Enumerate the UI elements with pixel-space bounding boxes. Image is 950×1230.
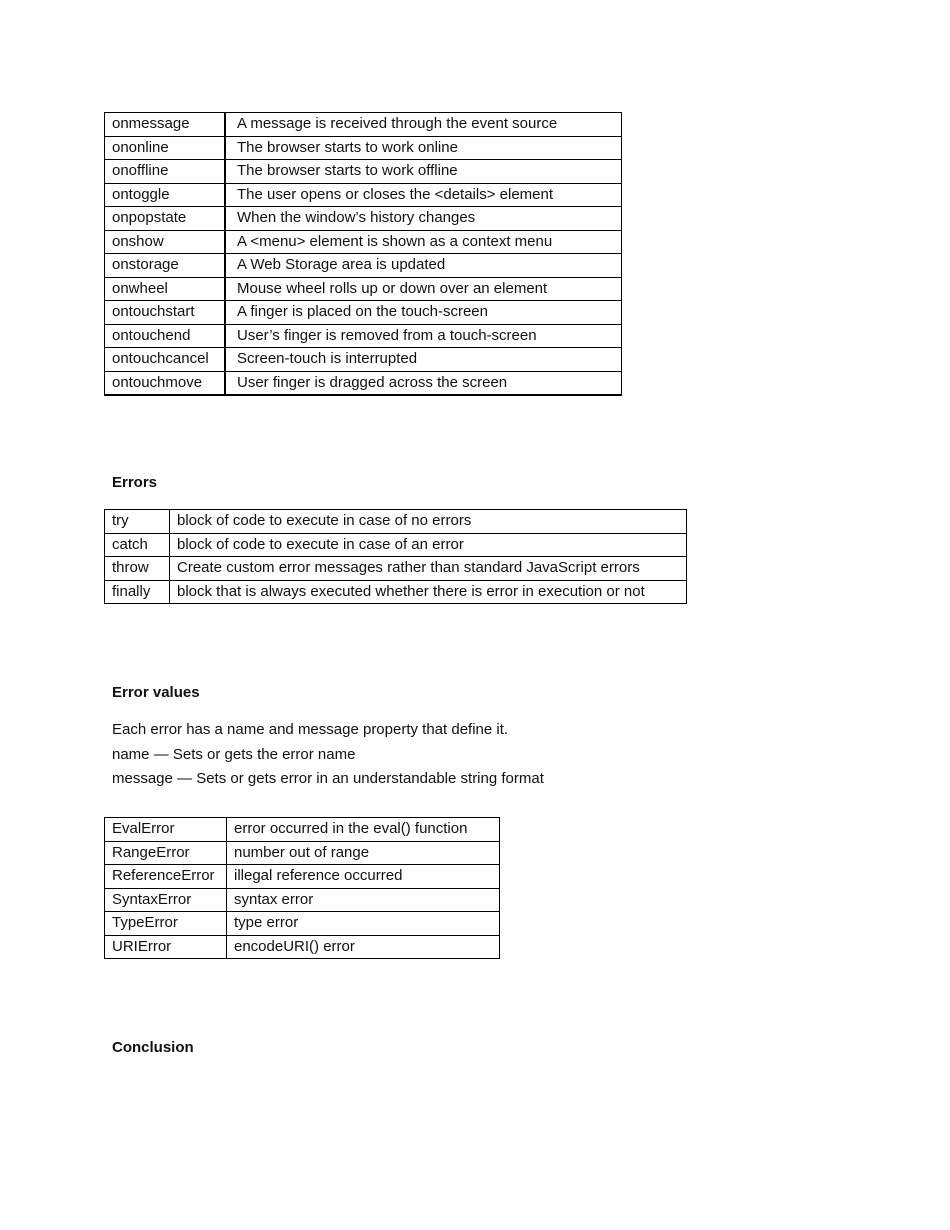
- table-row: [105, 230, 622, 254]
- error-type-description: number out of range: [227, 841, 500, 865]
- paragraph-line: message — Sets or gets error in an understandable string format: [112, 770, 544, 787]
- table-row: [105, 935, 500, 959]
- event-name: onshow: [105, 230, 226, 254]
- error-type-name: TypeError: [105, 912, 227, 936]
- paragraph-line: name — Sets or gets the error name: [112, 745, 356, 763]
- events-table: [104, 112, 622, 396]
- table-row: [105, 183, 622, 207]
- error-keyword-description: Create custom error messages rather than standard JavaScript errors: [170, 557, 687, 581]
- paragraph-line: Each error has a name and message property that define it.: [112, 721, 509, 738]
- error-type-description: encodeURI() error: [227, 935, 500, 959]
- error-keyword-description: block of code to execute in case of an error: [170, 533, 687, 557]
- table-row: [105, 557, 687, 581]
- error-values-table: [104, 817, 500, 959]
- table-row: [105, 888, 500, 912]
- table-row: [105, 113, 622, 137]
- conclusion-heading: Conclusion: [112, 1039, 194, 1056]
- event-description: User finger is dragged across the screen: [225, 371, 622, 395]
- event-description: User’s finger is removed from a touch-screen: [225, 324, 622, 348]
- event-description: A message is received through the event source: [225, 113, 622, 137]
- error-keyword-description: block that is always executed whether there is error in execution or not: [170, 580, 687, 604]
- event-description: When the window’s history changes: [225, 207, 622, 231]
- event-description: A finger is placed on the touch-screen: [225, 301, 622, 325]
- event-name: ontoggle: [105, 183, 226, 207]
- error-values-paragraph: [112, 718, 544, 792]
- event-name: ontouchmove: [105, 371, 226, 395]
- event-name: onmessage: [105, 113, 226, 137]
- error-type-name: URIError: [105, 935, 227, 959]
- error-keyword: catch: [105, 533, 170, 557]
- table-row: [105, 348, 622, 372]
- error-type-name: ReferenceError: [105, 865, 227, 889]
- error-values-heading: Error values: [112, 684, 200, 701]
- error-keyword: try: [105, 510, 170, 534]
- error-keyword: throw: [105, 557, 170, 581]
- error-keyword-description: block of code to execute in case of no errors: [170, 510, 687, 534]
- table-row: [105, 324, 622, 348]
- table-row: [105, 136, 622, 160]
- event-name: ontouchcancel: [105, 348, 226, 372]
- table-row: [105, 841, 500, 865]
- event-description: A Web Storage area is updated: [225, 254, 622, 278]
- event-name: ontouchstart: [105, 301, 226, 325]
- error-type-name: EvalError: [105, 818, 227, 842]
- errors-heading: Errors: [112, 474, 158, 491]
- errors-table: [104, 509, 687, 604]
- error-keyword: finally: [105, 580, 170, 604]
- table-row: [105, 277, 622, 301]
- error-type-description: syntax error: [227, 888, 500, 912]
- table-row: [105, 533, 687, 557]
- table-row: [105, 580, 687, 604]
- table-row: [105, 371, 622, 395]
- event-description: The browser starts to work offline: [225, 160, 622, 184]
- table-row: [105, 912, 500, 936]
- table-row: [105, 818, 500, 842]
- event-description: Screen-touch is interrupted: [225, 348, 622, 372]
- event-description: The browser starts to work online: [225, 136, 622, 160]
- event-name: onpopstate: [105, 207, 226, 231]
- event-name: onwheel: [105, 277, 226, 301]
- error-type-description: error occurred in the eval() function: [227, 818, 500, 842]
- table-row: [105, 254, 622, 278]
- table-row: [105, 301, 622, 325]
- event-name: onoffline: [105, 160, 226, 184]
- error-type-name: SyntaxError: [105, 888, 227, 912]
- event-description: Mouse wheel rolls up or down over an element: [225, 277, 622, 301]
- table-row: [105, 510, 687, 534]
- error-type-description: illegal reference occurred: [227, 865, 500, 889]
- event-description: The user opens or closes the <details> element: [225, 183, 622, 207]
- event-name: ononline: [105, 136, 226, 160]
- event-description: A <menu> element is shown as a context menu: [225, 230, 622, 254]
- error-type-name: RangeError: [105, 841, 227, 865]
- table-row: [105, 160, 622, 184]
- table-row: [105, 865, 500, 889]
- error-type-description: type error: [227, 912, 500, 936]
- table-row: [105, 207, 622, 231]
- event-name: ontouchend: [105, 324, 226, 348]
- event-name: onstorage: [105, 254, 226, 278]
